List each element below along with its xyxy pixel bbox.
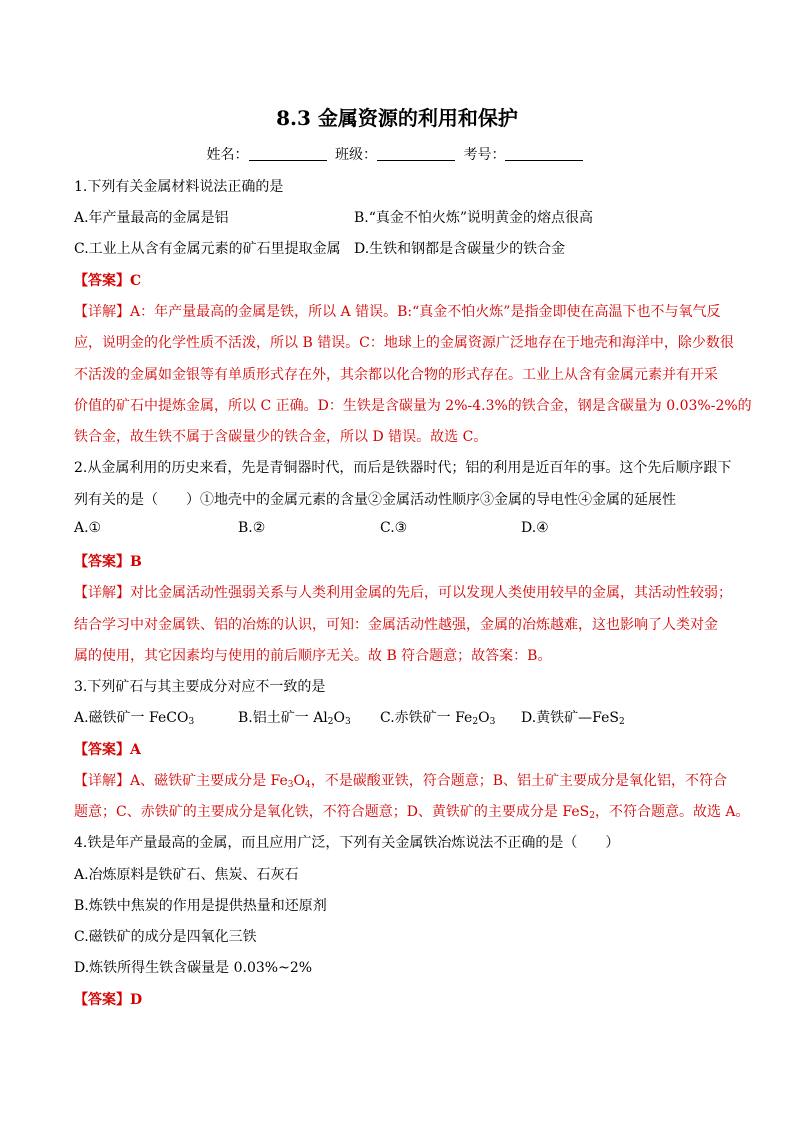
q1-detail-line: 价值的矿石中提炼金属，所以 C 正确。D：生铁是含碳量为 2%-4.3%的铁合金，钢是含碳量为 0.03%-2%的 (74, 398, 752, 414)
q2-stem-line: 列有关的是（ ）①地壳中的金属元素的含量②金属活动性顺序③金属的导电性④金属的延展性 (74, 492, 676, 508)
q4-option-d: D.炼铁所得生铁含碳量是 0.03%~2% (74, 960, 313, 976)
q3-option-a: A.磁铁矿一 FeCO$_3$ (74, 710, 195, 727)
q3-detail-line: 题意；C、赤铁矿的主要成分是氧化铁，不符合题意；D、黄铁矿的主要成分是 FeS$_2$，不符合题意。故选 A。 (74, 804, 750, 821)
q4-answer: 【答案】D (74, 992, 143, 1008)
q3-option-b: B.铝土矿一 $Al_2O_3$ (238, 710, 351, 727)
q2-answer: 【答案】B (74, 554, 142, 570)
q1-detail-line: 铁合金，故生铁不属于含碳量少的铁合金，所以 D 错误。故选 C。 (74, 429, 488, 445)
page-title: 8.3 金属资源的利用和保护 (276, 106, 518, 130)
q3-detail-line: 【详解】A、磁铁矿主要成分是 $Fe_3O_4$，不是碳酸亚铁，符合题意；B、铝土矿主要成分是氧化铝，不符合 (74, 773, 728, 790)
q2-detail-line: 属的使用，其它因素均与使用的前后顺序无关。故 B 符合题意；故答案：B。 (74, 648, 552, 664)
number-label: 考号： (463, 147, 506, 163)
class-blank[interactable] (377, 146, 455, 161)
q4-option-c: C.磁铁矿的成分是四氧化三铁 (74, 929, 257, 945)
q1-answer: 【答案】C (74, 273, 142, 289)
q4-stem: 4.铁是年产量最高的金属，而且应用广泛，下列有关金属铁冶炼说法不正确的是（ ） (74, 835, 620, 851)
q1-detail-line: 【详解】A：年产量最高的金属是铁，所以 A 错误。B:“真金不怕火炼”是指金即使在高温下也不与氧气反 (74, 304, 721, 320)
q1-option-d: D.生铁和钢都是含碳量少的铁合金 (354, 241, 566, 257)
q2-detail-line: 【详解】对比金属活动性强弱关系与人类利用金属的先后，可以发现人类使用较早的金属，其活动性较弱； (74, 585, 732, 601)
q3-answer: 【答案】A (74, 742, 141, 758)
q1-option-a: A.年产量最高的金属是铝 (74, 210, 229, 226)
q4-option-a: A.冶炼原料是铁矿石、焦炭、石灰石 (74, 867, 299, 883)
name-blank[interactable] (249, 146, 327, 161)
q1-stem: 1.下列有关金属材料说法正确的是 (74, 179, 284, 195)
q2-stem-line: 2.从金属利用的历史来看，先是青铜器时代，而后是铁器时代；铝的利用是近百年的事。这个先后顺序跟下 (74, 460, 732, 476)
q1-detail-line: 不活泼的金属如金银等有单质形式存在外，其余都以化合物的形式存在。工业上从含有金属元素并有开采 (74, 367, 718, 383)
q3-stem: 3.下列矿石与其主要成分对应不一致的是 (74, 679, 326, 695)
q1-option-b: B.“真金不怕火炼”说明黄金的熔点很高 (354, 210, 594, 226)
q2-option-d: D.④ (521, 520, 549, 536)
student-info (0, 144, 794, 164)
q2-option-b: B.② (238, 520, 266, 536)
q1-option-c: C.工业上从含有金属元素的矿石里提取金属 (74, 241, 341, 257)
class-label: 班级： (335, 147, 377, 163)
number-blank[interactable] (505, 146, 583, 161)
q2-option-c: C.③ (380, 520, 408, 536)
q2-detail-line: 结合学习中对金属铁、铝的冶炼的认识，可知：金属活动性越强，金属的冶炼越难，这也影响了人类对金 (74, 617, 718, 633)
q2-option-a: A.① (74, 520, 102, 536)
q3-option-d: D.黄铁矿—FeS$_2$ (521, 710, 625, 727)
q1-detail-line: 应，说明金的化学性质不活泼，所以 B 错误。C：地球上的金属资源广泛地存在于地壳和海洋中，除少数很 (74, 335, 734, 351)
q3-option-c: C.赤铁矿一 $Fe_2O_3$ (380, 710, 496, 727)
q4-option-b: B.炼铁中焦炭的作用是提供热量和还原剂 (74, 898, 327, 914)
name-label: 姓名： (206, 147, 249, 163)
